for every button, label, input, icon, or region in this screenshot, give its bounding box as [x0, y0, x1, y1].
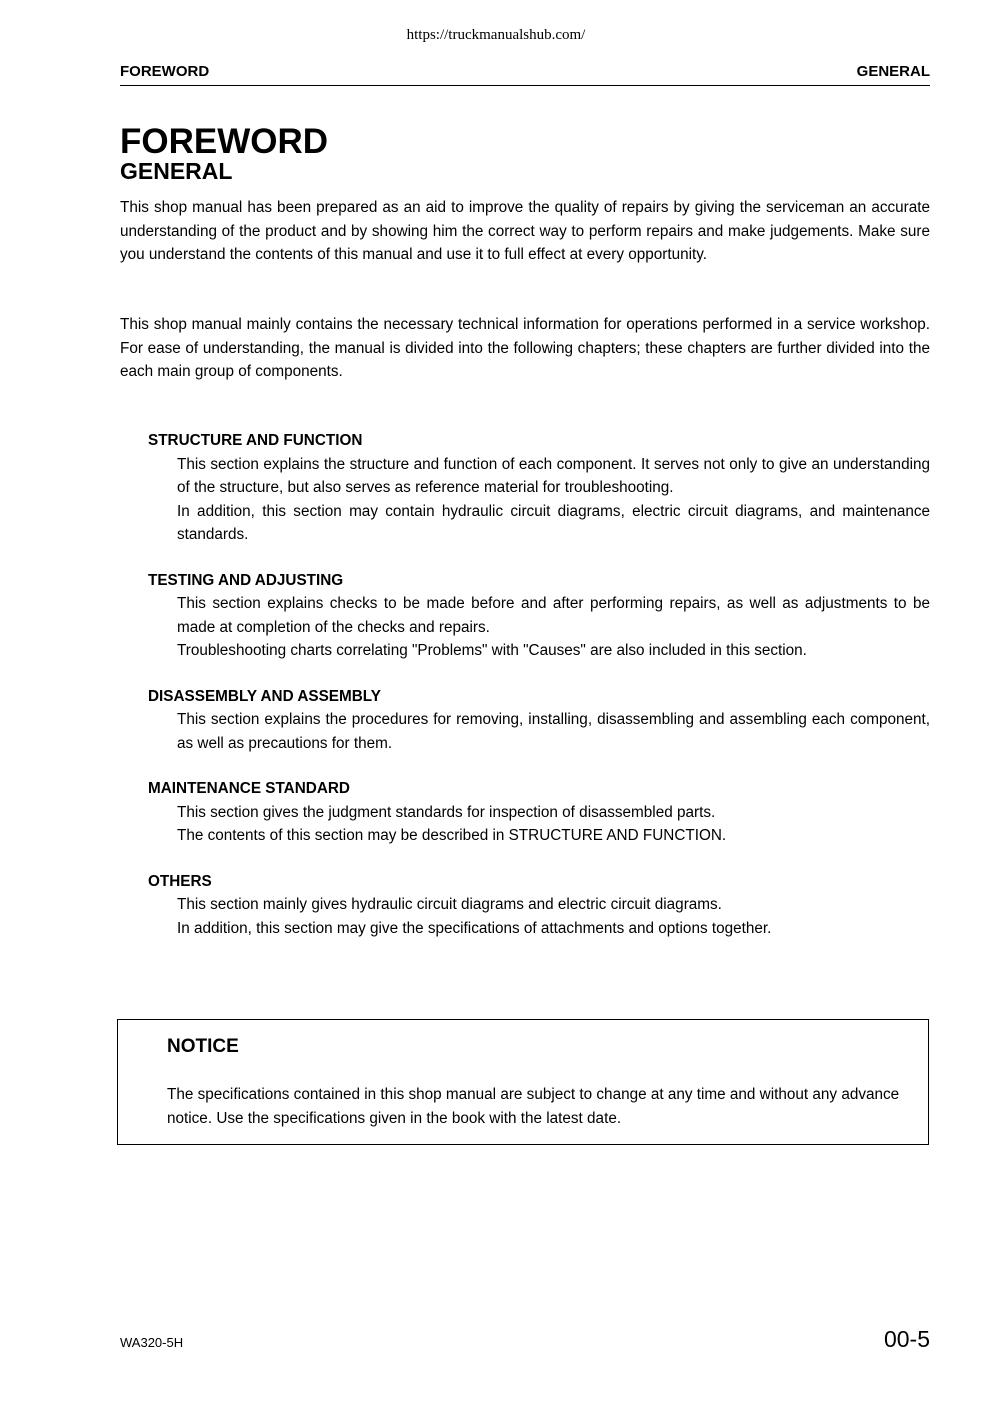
chapter-line: This section explains the procedures for removing, installing, disassembling and assembling each component, as well as precautions for them.	[177, 711, 930, 752]
intro-paragraph-1: This shop manual has been prepared as an aid to improve the quality of repairs by giving the serviceman an accurate understanding of the product and by showing him the correct way to perform repairs and make judgements. Make sure you understand the contents of this manual and use it to full effect at every opportunity.	[120, 199, 930, 263]
header-section: GENERAL	[856, 63, 930, 80]
chapter-line: Troubleshooting charts correlating "Problems" with "Causes" are also included in this section.	[177, 642, 807, 659]
page-title: FOREWORD	[120, 122, 329, 161]
chapter-line: This section explains the structure and function of each component. It serves not only to give an understanding of the structure, but also serves as reference material for troubleshooting.	[177, 455, 930, 496]
chapter-structure-function	[148, 429, 930, 547]
chapter-maintenance-standard	[148, 777, 930, 848]
chapter-title: DISASSEMBLY AND ASSEMBLY	[148, 687, 381, 705]
chapter-title: MAINTENANCE STANDARD	[148, 780, 350, 797]
notice-box	[117, 1019, 929, 1145]
header-chapter: FOREWORD	[120, 63, 210, 80]
chapter-line: In addition, this section may give the specifications of attachments and options together.	[177, 919, 772, 937]
chapter-others	[148, 870, 930, 941]
chapter-line: In addition, this section may contain hydraulic circuit diagrams, electric circuit diagrams, and maintenance standards.	[177, 502, 930, 543]
chapter-line: This section gives the judgment standards for inspection of disassembled parts.	[177, 803, 716, 821]
chapter-line: This section explains checks to be made before and after performing repairs, as well as adjustments to be made at completion of the checks and repairs.	[177, 595, 930, 636]
chapter-description	[177, 453, 930, 547]
chapter-description	[177, 708, 930, 755]
footer-page-number: 00-5	[883, 1326, 930, 1352]
intro-paragraph-2: This shop manual mainly contains the necessary technical information for operations performed in a service workshop. For ease of understanding, the manual is divided into the following chapters; these chapters are further divided into the each main group of components.	[120, 316, 930, 380]
source-url[interactable]: https://truckmanualshub.com/	[406, 27, 586, 43]
running-header	[120, 63, 930, 86]
chapter-title: STRUCTURE AND FUNCTION	[148, 432, 363, 449]
chapter-list	[148, 429, 930, 962]
chapter-description	[177, 592, 930, 663]
notice-title: NOTICE	[167, 1036, 239, 1057]
footer-model-number: WA320-5H	[120, 1335, 184, 1350]
notice-text: The specifications contained in this shop manual are subject to change at any time and without any advance notice. Use the specifications given in the book with the latest date.	[167, 1086, 900, 1127]
chapter-title: OTHERS	[148, 872, 212, 890]
page-subtitle: GENERAL	[120, 158, 233, 184]
chapter-description	[177, 893, 930, 940]
chapter-line: This section mainly gives hydraulic circuit diagrams and electric circuit diagrams.	[177, 896, 722, 913]
chapter-line: The contents of this section may be described in STRUCTURE AND FUNCTION.	[177, 827, 727, 844]
chapter-testing-adjusting	[148, 569, 930, 663]
chapter-description	[177, 801, 930, 848]
chapter-title: TESTING AND ADJUSTING	[148, 571, 344, 589]
chapter-disassembly-assembly	[148, 685, 930, 756]
